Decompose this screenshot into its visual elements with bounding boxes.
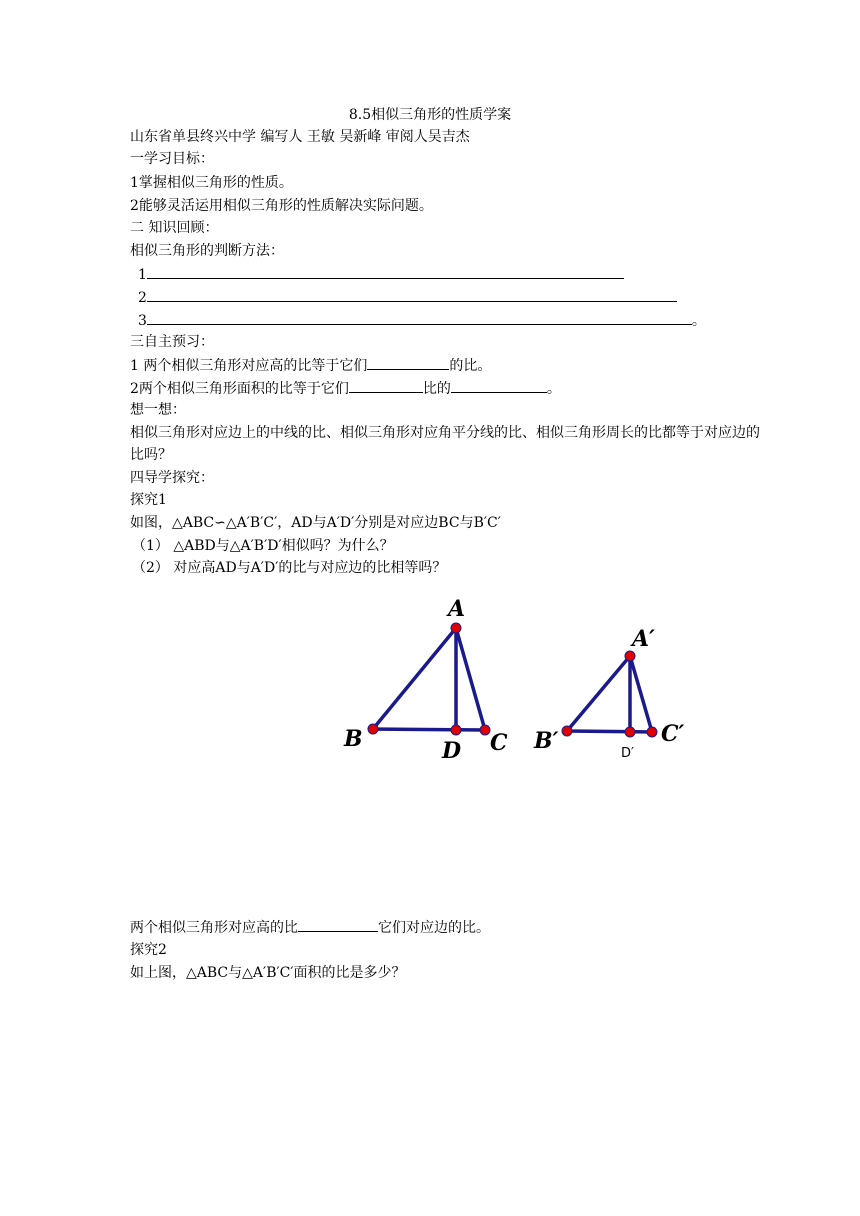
triangle-abc xyxy=(373,628,485,730)
label-c-prime: C′ xyxy=(661,721,685,747)
conclusion-line: 两个相似三角形对应高的比 它们对应边的比。 xyxy=(130,916,490,939)
fill-blank-line: 3 。 xyxy=(138,309,706,332)
think-heading: 想一想： xyxy=(130,402,186,418)
point-b xyxy=(368,724,378,734)
explore-1-q2: （2） 对应高AD与A′D′的比与对应边的比相等吗？ xyxy=(132,560,447,576)
preview-question-1: 1 两个相似三角形对应高的比等于它们 的比。 xyxy=(130,354,491,377)
fill-blank-line: 1 xyxy=(138,263,624,286)
review-subheading: 相似三角形的判断方法： xyxy=(130,243,284,259)
point-b-prime xyxy=(562,726,572,736)
explore-1-q1: （1） △ABD与△A′B′D′相似吗？为什么？ xyxy=(132,538,394,554)
point-c xyxy=(480,725,490,735)
label-b: B xyxy=(344,726,363,752)
point-a xyxy=(451,623,461,633)
page-title: 8.5相似三角形的性质学案 xyxy=(348,107,512,123)
think-text: 相似三角形对应边上的中线的比、相似三角形对应角平分线的比、相似三角形周长的比都等于对应边的比吗？ xyxy=(130,425,760,463)
explore-1-heading: 探究1 xyxy=(130,492,167,508)
section-heading-review: 二 知识回顾： xyxy=(130,220,219,236)
label-d-prime: D′ xyxy=(621,746,634,761)
point-a-prime xyxy=(625,651,635,661)
fill-blank-line: 2 xyxy=(138,286,677,309)
goal-item: 1掌握相似三角形的性质。 xyxy=(130,175,293,191)
label-c: C xyxy=(490,730,508,756)
label-d: D xyxy=(442,738,462,764)
preview-question-2: 2两个相似三角形面积的比等于它们 比的 。 xyxy=(130,377,561,400)
label-a: A xyxy=(448,596,466,622)
point-c-prime xyxy=(647,727,657,737)
label-b-prime: B′ xyxy=(534,728,559,754)
explore-2-text: 如上图，△ABC与△A′B′C′面积的比是多少？ xyxy=(130,965,406,981)
author-line: 山东省单县终兴中学 编写人 王敏 吴新峰 审阅人吴吉杰 xyxy=(130,129,470,145)
point-d-prime xyxy=(625,727,635,737)
goal-item: 2能够灵活运用相似三角形的性质解决实际问题。 xyxy=(130,198,433,214)
triangle-abc-prime xyxy=(567,656,652,732)
section-heading-explore: 四导学探究： xyxy=(130,470,214,486)
explore-1-desc: 如图，△ABC∽△A′B′C′，AD与A′D′分别是对应边BC与B′C′ xyxy=(130,515,501,531)
section-heading-preview: 三自主预习： xyxy=(130,334,214,350)
section-heading-goals: 一学习目标： xyxy=(130,151,214,167)
label-a-prime: A′ xyxy=(632,626,655,652)
point-d xyxy=(451,725,461,735)
explore-2-heading: 探究2 xyxy=(130,942,167,958)
